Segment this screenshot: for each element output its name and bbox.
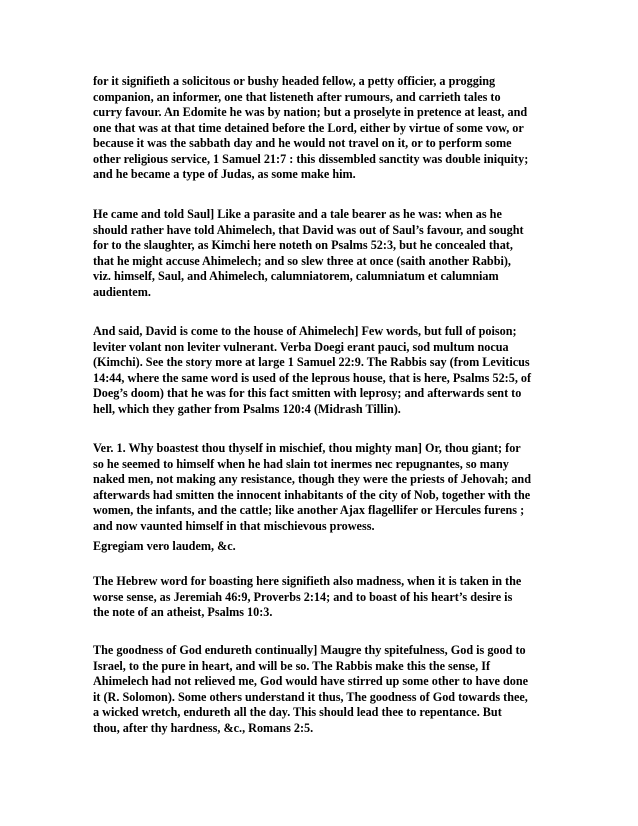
text-line: Ahimelech had not relieved me, God would have stirred up some other to have done [93, 674, 529, 689]
text-line: companion, an informer, one that listeneth after rumours, and carrieth tales to [93, 89, 501, 104]
text-line: 14:44, where the same word is used of the leprous house, that is here, Psalms 52:5, of [93, 370, 532, 385]
text-line: other religious service, 1 Samuel 21:7 : this dissembled sanctity was double iniquity; [93, 151, 529, 166]
text-line: curry favour. An Edomite he was by nation; but a proselyte in pretence at least, and [93, 105, 528, 120]
text-line: so he seemed to himself when he had slain tot inermes nec repugnantes, so many [93, 456, 509, 471]
paragraph-told-saul [93, 207, 563, 300]
text-line: the note of an atheist, Psalms 10:3. [93, 605, 273, 620]
text-line: one that was at that time detained before the Lord, either by virtue of some vow, or [93, 120, 524, 135]
paragraph-doeg-description [93, 74, 563, 183]
text-line: And said, David is come to the house of Ahimelech] Few words, but full of poison; [93, 324, 517, 338]
text-line: leviter volant non leviter vulnerant. Verba Doegi erant pauci, sod multum nocua [93, 339, 509, 354]
text-line: The goodness of God endureth continually] Maugre thy spitefulness, God is good to [93, 643, 526, 657]
text-line: hell, which they gather from Psalms 120:4 (Midrash Tillin). [93, 401, 401, 416]
paragraph-goodness-of-god [93, 643, 563, 736]
text-line: women, the infants, and the cattle; like another Ajax flagellifer or Hercules furens ; [93, 503, 525, 518]
text-line: for it signifieth a solicitous or bushy headed fellow, a petty officier, a progging [93, 74, 496, 88]
text-line: for to the slaughter, as Kimchi here noteth on Psalms 52:3, but he concealed that, [93, 238, 513, 253]
text-line: it (R. Solomon). Some others understand it thus, The goodness of God towards thee, [93, 689, 528, 704]
text-line: and now vaunted himself in that mischievous prowess. [93, 518, 375, 533]
text-line: because it was the sabbath day and he would not travel on it, or to perform some [93, 136, 512, 151]
text-line: viz. himself, Saul, and Ahimelech, calumniatorem, calumniatum et calumniam [93, 269, 499, 284]
text-line: afterwards had smitten the innocent inhabitants of the city of Nob, together with the [93, 487, 531, 502]
text-line: Ver. 1. Why boastest thou thyself in mischief, thou mighty man] Or, thou giant; for [93, 441, 521, 455]
text-line: Doeg’s doom) that he was for this fact smitten with leprosy; and afterwards sent to [93, 386, 522, 401]
text-line: a wicked wretch, endureth all the day. This should lead thee to repentance. But [93, 705, 502, 720]
paragraph-david-is-come [93, 324, 563, 417]
text-line: audientem. [93, 284, 151, 299]
text-line: He came and told Saul] Like a parasite and a tale bearer as he was: when as he [93, 207, 502, 221]
paragraph-hebrew-word [93, 574, 563, 621]
text-line: naked men, not making any resistance, though they were the priests of Jehovah; and [93, 472, 531, 487]
text-line: The Hebrew word for boasting here signifieth also madness, when it is taken in the [93, 574, 522, 588]
text-line: and he became a type of Judas, as some make him. [93, 167, 356, 182]
text-line: should rather have told Ahimelech, that David was out of Saul’s favour, and sought [93, 222, 524, 237]
text-line: Israel, to the pure in heart, and will be so. The Rabbis make this the sense, If [93, 658, 491, 673]
text-line: Egregiam vero laudem, &c. [93, 539, 236, 553]
paragraph-egregiam [93, 539, 563, 555]
paragraph-verse-one [93, 441, 563, 534]
text-line: worse sense, as Jeremiah 46:9, Proverbs 2:14; and to boast of his heart’s desire is [93, 589, 513, 604]
text-line: thou, after thy hardness, &c., Romans 2:5. [93, 720, 314, 735]
text-line: (Kimchi). See the story more at large 1 Samuel 22:9. The Rabbis say (from Leviticus [93, 355, 530, 370]
text-line: that he might accuse Ahimelech; and so slew three at once (saith another Rabbi), [93, 253, 511, 268]
